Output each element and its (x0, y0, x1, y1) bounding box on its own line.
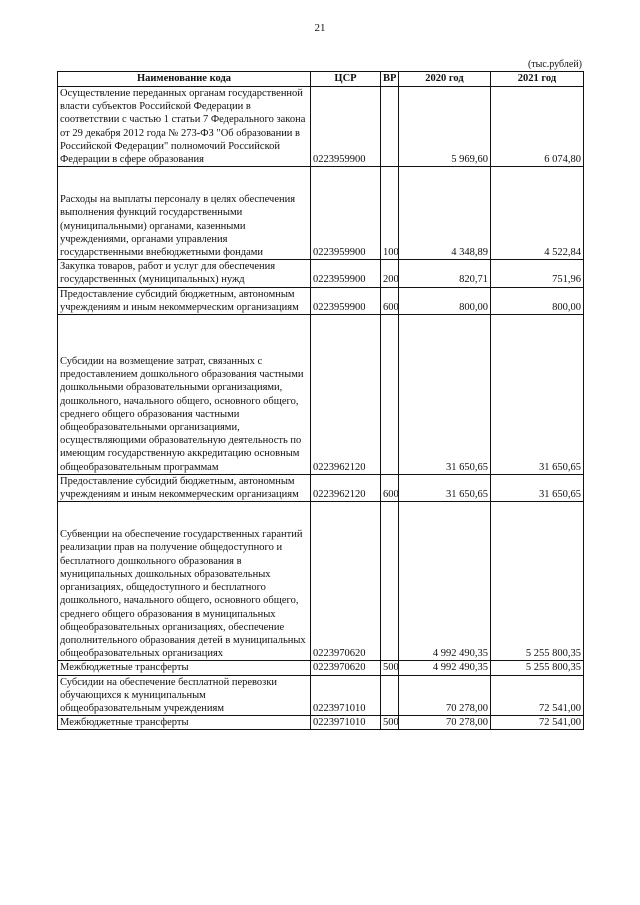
row-2020: 4 992 490,35 (399, 661, 491, 675)
row-2021: 800,00 (491, 287, 584, 314)
header-vr: ВР (381, 72, 399, 87)
row-2020: 31 650,65 (399, 474, 491, 501)
row-csr: 0223971010 (311, 675, 381, 716)
row-csr: 0223959900 (311, 167, 381, 260)
row-vr: 200 (381, 260, 399, 287)
row-2020: 70 278,00 (399, 716, 491, 730)
row-2020: 31 650,65 (399, 315, 491, 475)
row-name: Предоставление субсидий бюджетным, автономным учреждениям и иным некоммерческим организациям (60, 288, 299, 313)
row-vr: 500 (381, 661, 399, 675)
row-2021: 6 074,80 (491, 87, 584, 167)
header-csr: ЦСР (311, 72, 381, 87)
row-csr: 0223970620 (311, 502, 381, 661)
table-row (58, 287, 584, 314)
header-2021: 2021 год (491, 72, 584, 87)
row-2020: 800,00 (399, 287, 491, 314)
row-vr (381, 87, 399, 167)
row-2021: 31 650,65 (491, 315, 584, 475)
row-csr: 0223971010 (311, 716, 381, 730)
row-vr: 500 (381, 716, 399, 730)
row-csr: 0223970620 (311, 661, 381, 675)
header-2020: 2020 год (399, 72, 491, 87)
row-name: Межбюджетные трансферты (60, 662, 189, 674)
table-row (58, 315, 584, 475)
page-number: 21 (314, 22, 326, 34)
row-vr: 100 (381, 167, 399, 260)
row-csr: 0223962120 (311, 315, 381, 475)
table-row (58, 260, 584, 287)
table-row (58, 661, 584, 675)
row-2021: 751,96 (491, 260, 584, 287)
units-label: (тыс.рублей) (527, 59, 582, 70)
row-2021: 72 541,00 (491, 716, 584, 730)
header-name: Наименование кода (58, 72, 311, 87)
row-csr: 0223959900 (311, 87, 381, 167)
row-name: Расходы на выплаты персоналу в целях обеспечения выполнения функций государственными (муниципальными) органами, казенными учреждениями, органами управления государственными внебюджетными фондами (60, 194, 296, 259)
table-row (58, 716, 584, 730)
row-vr: 600 (381, 287, 399, 314)
row-2021: 4 522,84 (491, 167, 584, 260)
row-2021: 31 650,65 (491, 474, 584, 501)
row-2020: 820,71 (399, 260, 491, 287)
row-csr: 0223962120 (311, 474, 381, 501)
row-vr (381, 315, 399, 475)
table-row (58, 87, 584, 167)
row-vr: 600 (381, 474, 399, 501)
row-2021: 5 255 800,35 (491, 661, 584, 675)
row-name: Осуществление переданных органам государственной власти субъектов Российской Федерации в соответствии с частью 1 статьи 7 Федерального закона от 29 декабря 2012 года № 273-ФЗ "Об образовании в Российской Федерации" полномочий Российской Федерации в сфере образования (60, 88, 306, 166)
row-2020: 4 348,89 (399, 167, 491, 260)
table-row (58, 474, 584, 501)
row-2021: 72 541,00 (491, 675, 584, 716)
row-csr: 0223959900 (311, 287, 381, 314)
row-2020: 5 969,60 (399, 87, 491, 167)
row-name: Закупка товаров, работ и услуг для обеспечения государственных (муниципальных) нужд (60, 261, 276, 286)
row-name: Предоставление субсидий бюджетным, автономным учреждениям и иным некоммерческим организациям (60, 475, 299, 501)
row-csr: 0223959900 (311, 260, 381, 287)
row-name: Субсидии на возмещение затрат, связанных с предоставлением дошкольного образования частными дошкольными образовательными организациями, дошкольного, начального общего, основного общего, среднего общего образования частными общеобразовательными организациями, осуществляющими образовательную деятельность по имеющим государственную аккредитацию основным общеобразовательным программам (60, 356, 304, 473)
row-name: Субсидии на обеспечение бесплатной перевозки обучающихся к муниципальным общеобразовательным учреждениям (60, 676, 278, 714)
table-row (58, 167, 584, 260)
row-2020: 70 278,00 (399, 675, 491, 716)
row-2020: 4 992 490,35 (399, 502, 491, 661)
table-row (58, 502, 584, 661)
row-name: Межбюджетные трансферты (60, 717, 189, 729)
row-vr (381, 502, 399, 661)
table-row (58, 675, 584, 716)
row-vr (381, 675, 399, 716)
row-name: Субвенции на обеспечение государственных гарантий реализации прав на получение общедоступного и бесплатного дошкольного образования в муниципальных дошкольных образовательных организациях, общедоступного и бесплатного дошкольного, начального общего, основного общего, среднего общего образования в муниципальных общеобразовательных организациях, обеспечение дополнительного образования детей в муниципальных общеобразовательных организациях (60, 529, 306, 660)
budget-table (57, 71, 584, 730)
table-header-row (58, 72, 584, 87)
row-2021: 5 255 800,35 (491, 502, 584, 661)
